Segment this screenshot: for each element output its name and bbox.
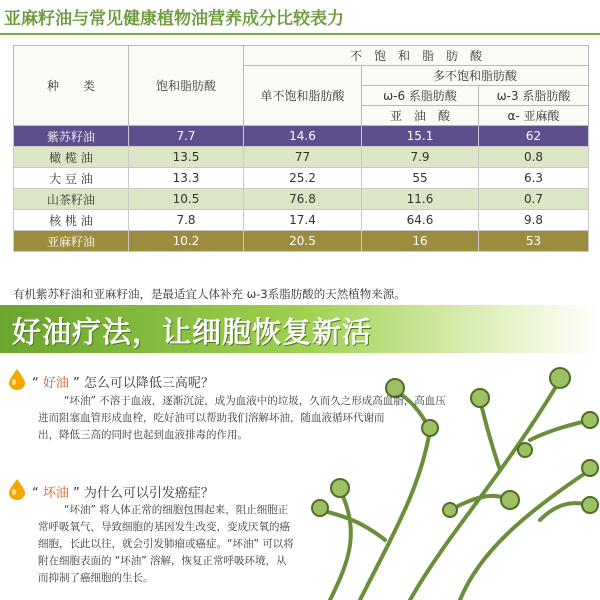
omega6-value: 55 (362, 168, 479, 189)
header-kind: 种 类 (14, 46, 129, 126)
oil-name: 大 豆 油 (14, 168, 129, 189)
saturated-value: 13.3 (129, 168, 244, 189)
answer-line: 进而阻塞血管形成血栓，吃好油可以帮助我们溶解坏油，随血液循环代谢而 (38, 412, 385, 424)
title-divider (0, 33, 600, 35)
oil-name: 亚麻籽油 (14, 231, 129, 252)
answer-line: “坏油” 将人体正常的细胞包围起来，阻止细胞正 (64, 504, 289, 516)
saturated-value: 13.5 (129, 147, 244, 168)
header-poly: 多不饱和脂肪酸 (362, 66, 589, 86)
table-row (14, 189, 589, 210)
question-text: ” 为什么可以引发癌症？ (68, 486, 214, 501)
oil-name: 核 桃 油 (14, 210, 129, 231)
omega3-value: 6.3 (479, 168, 589, 189)
answer-line: 而抑制了癌细胞的生长。 (38, 572, 154, 584)
table-row (14, 147, 589, 168)
oil-name: 山茶籽油 (14, 189, 129, 210)
omega6-value: 64.6 (362, 210, 479, 231)
mono-value: 25.2 (244, 168, 362, 189)
saturated-value: 10.2 (129, 231, 244, 252)
table-footnote: 有机紫苏籽油和亚麻籽油，是最适宜人体补充 ω-3系脂肪酸的天然植物来源。 (13, 287, 406, 301)
omega6-value: 7.9 (362, 147, 479, 168)
flax-plant-illustration (300, 340, 600, 600)
header-omega3: ω-3 系脂肪酸 (479, 86, 589, 106)
table-row (14, 210, 589, 231)
answer-line: 出，降低三高的同时也起到血液排毒的作用。 (38, 429, 248, 441)
header-saturated: 饱和脂肪酸 (129, 46, 244, 126)
saturated-value: 10.5 (129, 189, 244, 210)
oil-drop-icon (8, 368, 26, 390)
oil-name: 紫苏籽油 (14, 126, 129, 147)
omega6-value: 16 (362, 231, 479, 252)
header-linoleic: 亚 油 酸 (362, 106, 479, 126)
table-row (14, 231, 589, 252)
keyword-bad-oil: 坏油 (42, 486, 69, 501)
page-title: 亚麻籽油与常见健康植物油营养成分比较表力 (4, 9, 344, 29)
answer-bad-oil (38, 502, 294, 587)
mono-value: 17.4 (244, 210, 362, 231)
saturated-value: 7.7 (129, 126, 244, 147)
quote-open: “ (32, 486, 43, 501)
omega6-value: 11.6 (362, 189, 479, 210)
header-unsaturated: 不 饱 和 脂 肪 酸 (244, 46, 589, 66)
omega3-value: 62 (479, 126, 589, 147)
header-omega6: ω-6 系脂肪酸 (362, 86, 479, 106)
oil-drop-icon (8, 478, 26, 500)
question-good-oil (32, 372, 214, 391)
omega3-value: 0.7 (479, 189, 589, 210)
omega3-value: 0.8 (479, 147, 589, 168)
header-mono: 单不饱和脂肪酸 (244, 66, 362, 126)
banner-title: 好油疗法，让细胞恢复新活 (12, 315, 373, 349)
omega6-value: 15.1 (362, 126, 479, 147)
omega3-value: 9.8 (479, 210, 589, 231)
keyword-good-oil: 好油 (42, 376, 69, 391)
mono-value: 77 (244, 147, 362, 168)
answer-good-oil (38, 393, 446, 444)
nutrition-table (13, 45, 589, 252)
mono-value: 14.6 (244, 126, 362, 147)
question-text: ” 怎么可以降低三高呢？ (68, 376, 214, 391)
saturated-value: 7.8 (129, 210, 244, 231)
oil-name: 橄 榄 油 (14, 147, 129, 168)
table-row (14, 168, 589, 189)
answer-line: 附在细胞表面的 “坏油” 溶解，恢复正常呼吸环境，从 (38, 555, 287, 567)
omega3-value: 53 (479, 231, 589, 252)
answer-line: “坏油” 不溶于血液，逐渐沉淀，成为血液中的垃圾，久而久之形成高血脂，高血压 (64, 395, 446, 407)
table-row (14, 126, 589, 147)
answer-line: 常呼吸氧气，导致细胞的基因发生改变，变成厌氧的癌 (38, 521, 290, 533)
quote-open: “ (32, 376, 43, 391)
question-bad-oil (32, 482, 214, 501)
mono-value: 20.5 (244, 231, 362, 252)
header-alpha-linolenic: α- 亚麻酸 (479, 106, 589, 126)
mono-value: 76.8 (244, 189, 362, 210)
answer-line: 细胞，长此以往，就会引发肺瘤或癌症。“坏油” 可以将 (38, 538, 294, 550)
